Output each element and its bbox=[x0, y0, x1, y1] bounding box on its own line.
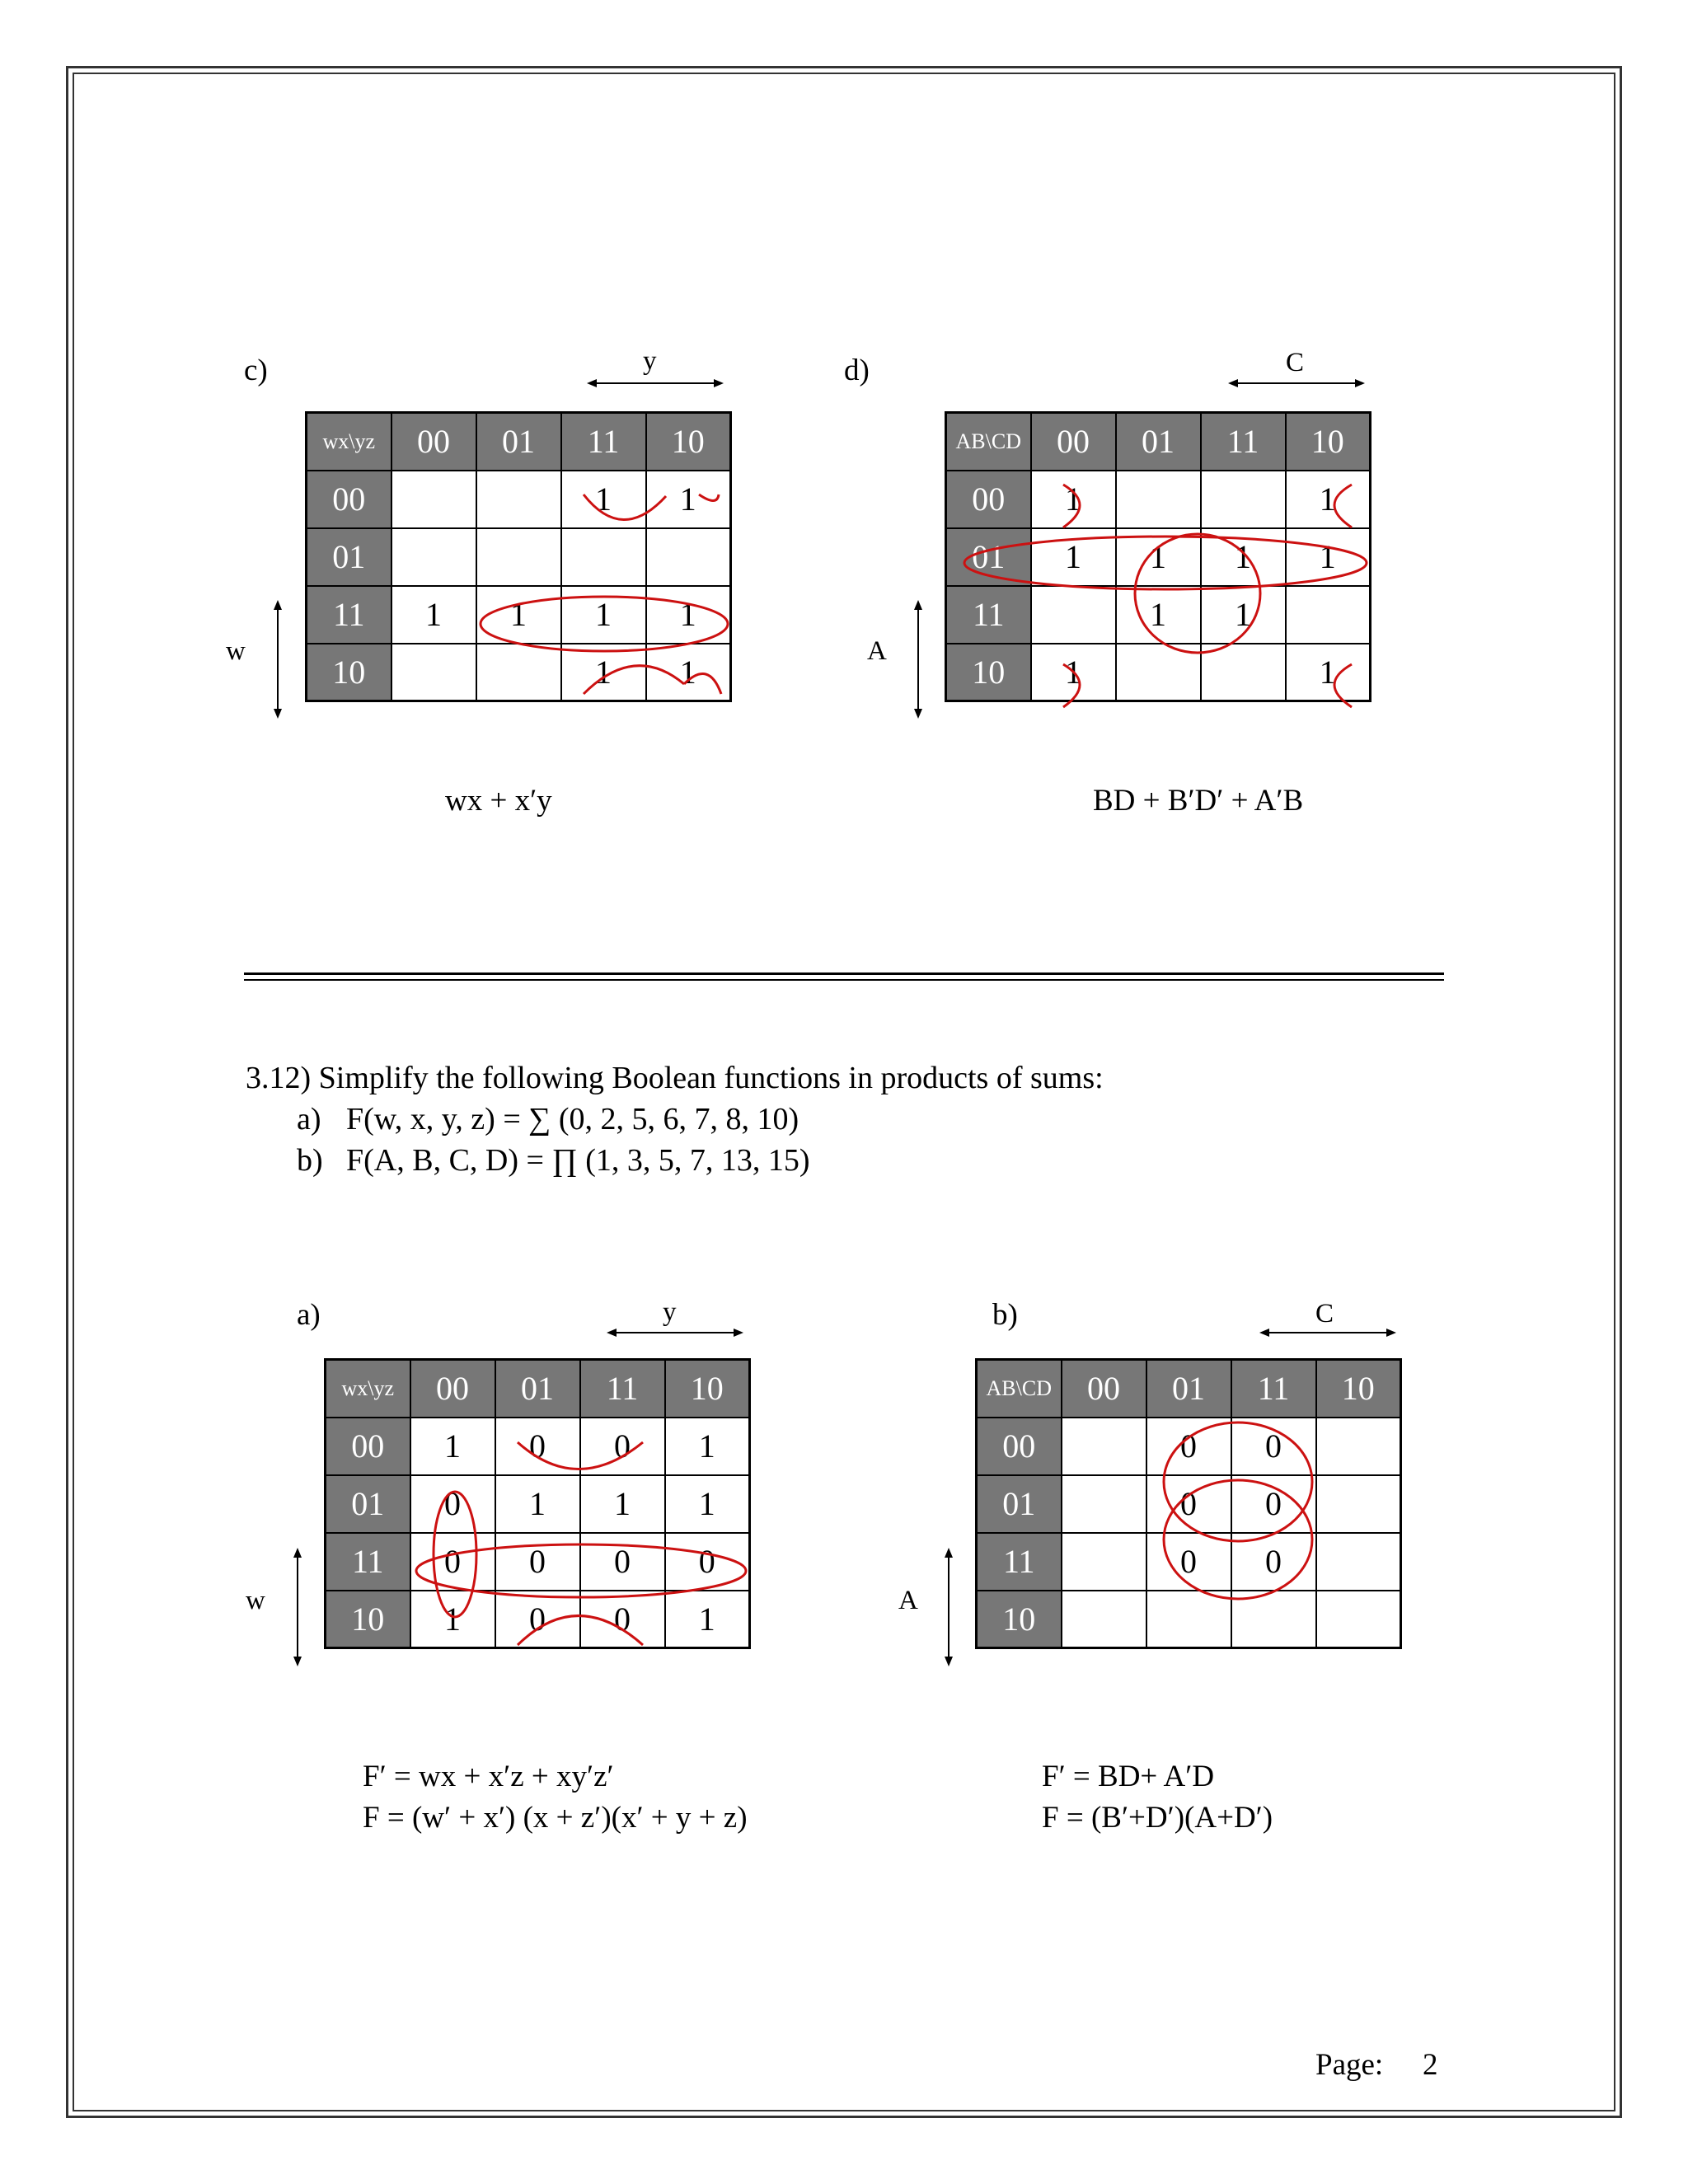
kmap-corner: AB\CD bbox=[977, 1360, 1062, 1418]
kmap-cell: 0 bbox=[410, 1533, 495, 1591]
map-b-label: b) bbox=[992, 1298, 1018, 1332]
kmap-cell bbox=[1116, 471, 1201, 528]
map-c-label: c) bbox=[244, 354, 268, 387]
map-b-top-var: C bbox=[1315, 1299, 1334, 1329]
kmap-cell: 0 bbox=[580, 1418, 665, 1475]
map-c-top-arrow bbox=[587, 377, 724, 389]
kmap-cell bbox=[476, 644, 561, 701]
kmap-cell: 1 bbox=[410, 1591, 495, 1648]
map-a-result-line2: F = (w′ + x′) (x + z′)(x′ + y + z) bbox=[363, 1801, 748, 1835]
kmap-cell: 1 bbox=[665, 1591, 750, 1648]
kmap-cell: 1 bbox=[665, 1418, 750, 1475]
map-b-side-arrow bbox=[943, 1548, 954, 1666]
col-header: 00 bbox=[410, 1360, 495, 1418]
kmap-cell: 1 bbox=[1031, 528, 1116, 586]
col-header: 11 bbox=[1231, 1360, 1316, 1418]
kmap-c bbox=[305, 411, 732, 702]
map-c-side-var: w bbox=[226, 636, 246, 666]
row-header: 00 bbox=[946, 471, 1031, 528]
col-header: 10 bbox=[1286, 413, 1371, 471]
row-header: 10 bbox=[307, 644, 392, 701]
map-a-top-arrow bbox=[607, 1327, 743, 1338]
kmap-cell: 1 bbox=[476, 586, 561, 644]
row-header: 00 bbox=[307, 471, 392, 528]
problem-b-text: F(A, B, C, D) = ∏ (1, 3, 5, 7, 13, 15) bbox=[346, 1143, 810, 1178]
kmap-cell bbox=[1031, 586, 1116, 644]
kmap-cell: 1 bbox=[410, 1418, 495, 1475]
row-header: 00 bbox=[326, 1418, 410, 1475]
map-d-side-arrow bbox=[912, 600, 924, 719]
kmap-cell bbox=[1146, 1591, 1231, 1648]
col-header: 10 bbox=[665, 1360, 750, 1418]
map-a-side-arrow bbox=[292, 1548, 303, 1666]
kmap-cell: 1 bbox=[1201, 528, 1286, 586]
map-d-result: BD + B′D′ + A′B bbox=[1093, 784, 1304, 818]
kmap-cell bbox=[561, 528, 646, 586]
kmap-cell: 1 bbox=[580, 1475, 665, 1533]
col-header: 10 bbox=[646, 413, 731, 471]
kmap-cell: 1 bbox=[1286, 644, 1371, 701]
map-d-label: d) bbox=[844, 354, 870, 387]
kmap-cell: 1 bbox=[1286, 471, 1371, 528]
kmap-cell bbox=[476, 471, 561, 528]
kmap-cell: 1 bbox=[1116, 528, 1201, 586]
kmap-cell: 0 bbox=[580, 1591, 665, 1648]
map-a-result-line1: F′ = wx + x′z + xy′z′ bbox=[363, 1760, 614, 1793]
kmap-cell: 1 bbox=[1116, 586, 1201, 644]
kmap-cell: 0 bbox=[1146, 1475, 1231, 1533]
kmap-cell bbox=[1201, 644, 1286, 701]
kmap-d bbox=[945, 411, 1372, 702]
kmap-cell bbox=[1062, 1533, 1146, 1591]
col-header: 01 bbox=[495, 1360, 580, 1418]
problem-title: 3.12) Simplify the following Boolean functions in products of sums: bbox=[246, 1061, 1104, 1095]
col-header: 00 bbox=[1031, 413, 1116, 471]
row-header: 01 bbox=[977, 1475, 1062, 1533]
map-b-result-line2: F = (B′+D′)(A+D′) bbox=[1042, 1801, 1273, 1835]
col-header: 11 bbox=[561, 413, 646, 471]
page-label: Page: bbox=[1315, 2048, 1384, 2082]
kmap-cell: 1 bbox=[392, 586, 476, 644]
row-header: 11 bbox=[326, 1533, 410, 1591]
map-d-top-arrow bbox=[1228, 377, 1365, 389]
row-header: 01 bbox=[307, 528, 392, 586]
kmap-cell bbox=[392, 644, 476, 701]
kmap-cell bbox=[1316, 1418, 1401, 1475]
kmap-b bbox=[975, 1358, 1402, 1649]
col-header: 00 bbox=[392, 413, 476, 471]
map-a-side-var: w bbox=[246, 1586, 265, 1615]
kmap-a bbox=[324, 1358, 751, 1649]
kmap-cell: 1 bbox=[1031, 644, 1116, 701]
problem-a-text: F(w, x, y, z) = ∑ (0, 2, 5, 6, 7, 8, 10) bbox=[346, 1102, 799, 1137]
kmap-cell bbox=[1316, 1591, 1401, 1648]
problem-a-marker: a) bbox=[297, 1102, 321, 1137]
kmap-cell: 1 bbox=[1201, 586, 1286, 644]
section-divider-top bbox=[244, 972, 1444, 975]
kmap-cell bbox=[1231, 1591, 1316, 1648]
kmap-cell: 0 bbox=[495, 1418, 580, 1475]
kmap-cell bbox=[476, 528, 561, 586]
kmap-cell bbox=[1286, 586, 1371, 644]
kmap-cell bbox=[392, 528, 476, 586]
kmap-cell: 0 bbox=[495, 1533, 580, 1591]
row-header: 11 bbox=[307, 586, 392, 644]
row-header: 10 bbox=[326, 1591, 410, 1648]
kmap-cell: 0 bbox=[1231, 1475, 1316, 1533]
col-header: 10 bbox=[1316, 1360, 1401, 1418]
row-header: 01 bbox=[326, 1475, 410, 1533]
map-b-result-line1: F′ = BD+ A′D bbox=[1042, 1760, 1215, 1793]
kmap-cell bbox=[392, 471, 476, 528]
kmap-cell: 1 bbox=[561, 586, 646, 644]
kmap-cell: 1 bbox=[1286, 528, 1371, 586]
kmap-cell bbox=[646, 528, 731, 586]
map-d-top-var: C bbox=[1286, 348, 1305, 377]
kmap-cell: 1 bbox=[646, 471, 731, 528]
map-d-side-var: A bbox=[867, 636, 887, 666]
kmap-corner: wx\yz bbox=[326, 1360, 410, 1418]
col-header: 01 bbox=[1116, 413, 1201, 471]
kmap-cell bbox=[1116, 644, 1201, 701]
col-header: 11 bbox=[1201, 413, 1286, 471]
kmap-cell: 0 bbox=[1231, 1533, 1316, 1591]
kmap-cell bbox=[1316, 1475, 1401, 1533]
kmap-cell bbox=[1062, 1591, 1146, 1648]
row-header: 10 bbox=[977, 1591, 1062, 1648]
kmap-cell: 1 bbox=[646, 586, 731, 644]
kmap-cell bbox=[1316, 1533, 1401, 1591]
kmap-cell: 0 bbox=[665, 1533, 750, 1591]
col-header: 01 bbox=[476, 413, 561, 471]
kmap-corner: AB\CD bbox=[946, 413, 1031, 471]
row-header: 01 bbox=[946, 528, 1031, 586]
col-header: 00 bbox=[1062, 1360, 1146, 1418]
map-a-top-var: y bbox=[663, 1297, 677, 1327]
section-divider-bottom bbox=[244, 979, 1444, 981]
map-b-side-var: A bbox=[898, 1586, 918, 1615]
col-header: 01 bbox=[1146, 1360, 1231, 1418]
col-header: 11 bbox=[580, 1360, 665, 1418]
map-b-top-arrow bbox=[1259, 1327, 1396, 1338]
kmap-cell: 1 bbox=[561, 471, 646, 528]
kmap-corner: wx\yz bbox=[307, 413, 392, 471]
map-c-side-arrow bbox=[272, 600, 284, 719]
problem-b-marker: b) bbox=[297, 1143, 323, 1178]
kmap-cell bbox=[1201, 471, 1286, 528]
map-c-result: wx + x′y bbox=[445, 784, 552, 818]
kmap-cell: 1 bbox=[646, 644, 731, 701]
map-a-label: a) bbox=[297, 1298, 321, 1332]
kmap-cell bbox=[1062, 1418, 1146, 1475]
kmap-cell: 0 bbox=[495, 1591, 580, 1648]
row-header: 11 bbox=[977, 1533, 1062, 1591]
row-header: 11 bbox=[946, 586, 1031, 644]
kmap-cell: 1 bbox=[561, 644, 646, 701]
kmap-cell: 0 bbox=[1231, 1418, 1316, 1475]
kmap-cell: 0 bbox=[1146, 1533, 1231, 1591]
kmap-cell: 0 bbox=[410, 1475, 495, 1533]
kmap-cell: 1 bbox=[1031, 471, 1116, 528]
row-header: 10 bbox=[946, 644, 1031, 701]
kmap-cell: 0 bbox=[580, 1533, 665, 1591]
row-header: 00 bbox=[977, 1418, 1062, 1475]
map-c-top-var: y bbox=[643, 346, 657, 376]
kmap-cell: 1 bbox=[665, 1475, 750, 1533]
kmap-cell bbox=[1062, 1475, 1146, 1533]
kmap-cell: 0 bbox=[1146, 1418, 1231, 1475]
page-number: 2 bbox=[1423, 2048, 1438, 2082]
kmap-cell: 1 bbox=[495, 1475, 580, 1533]
